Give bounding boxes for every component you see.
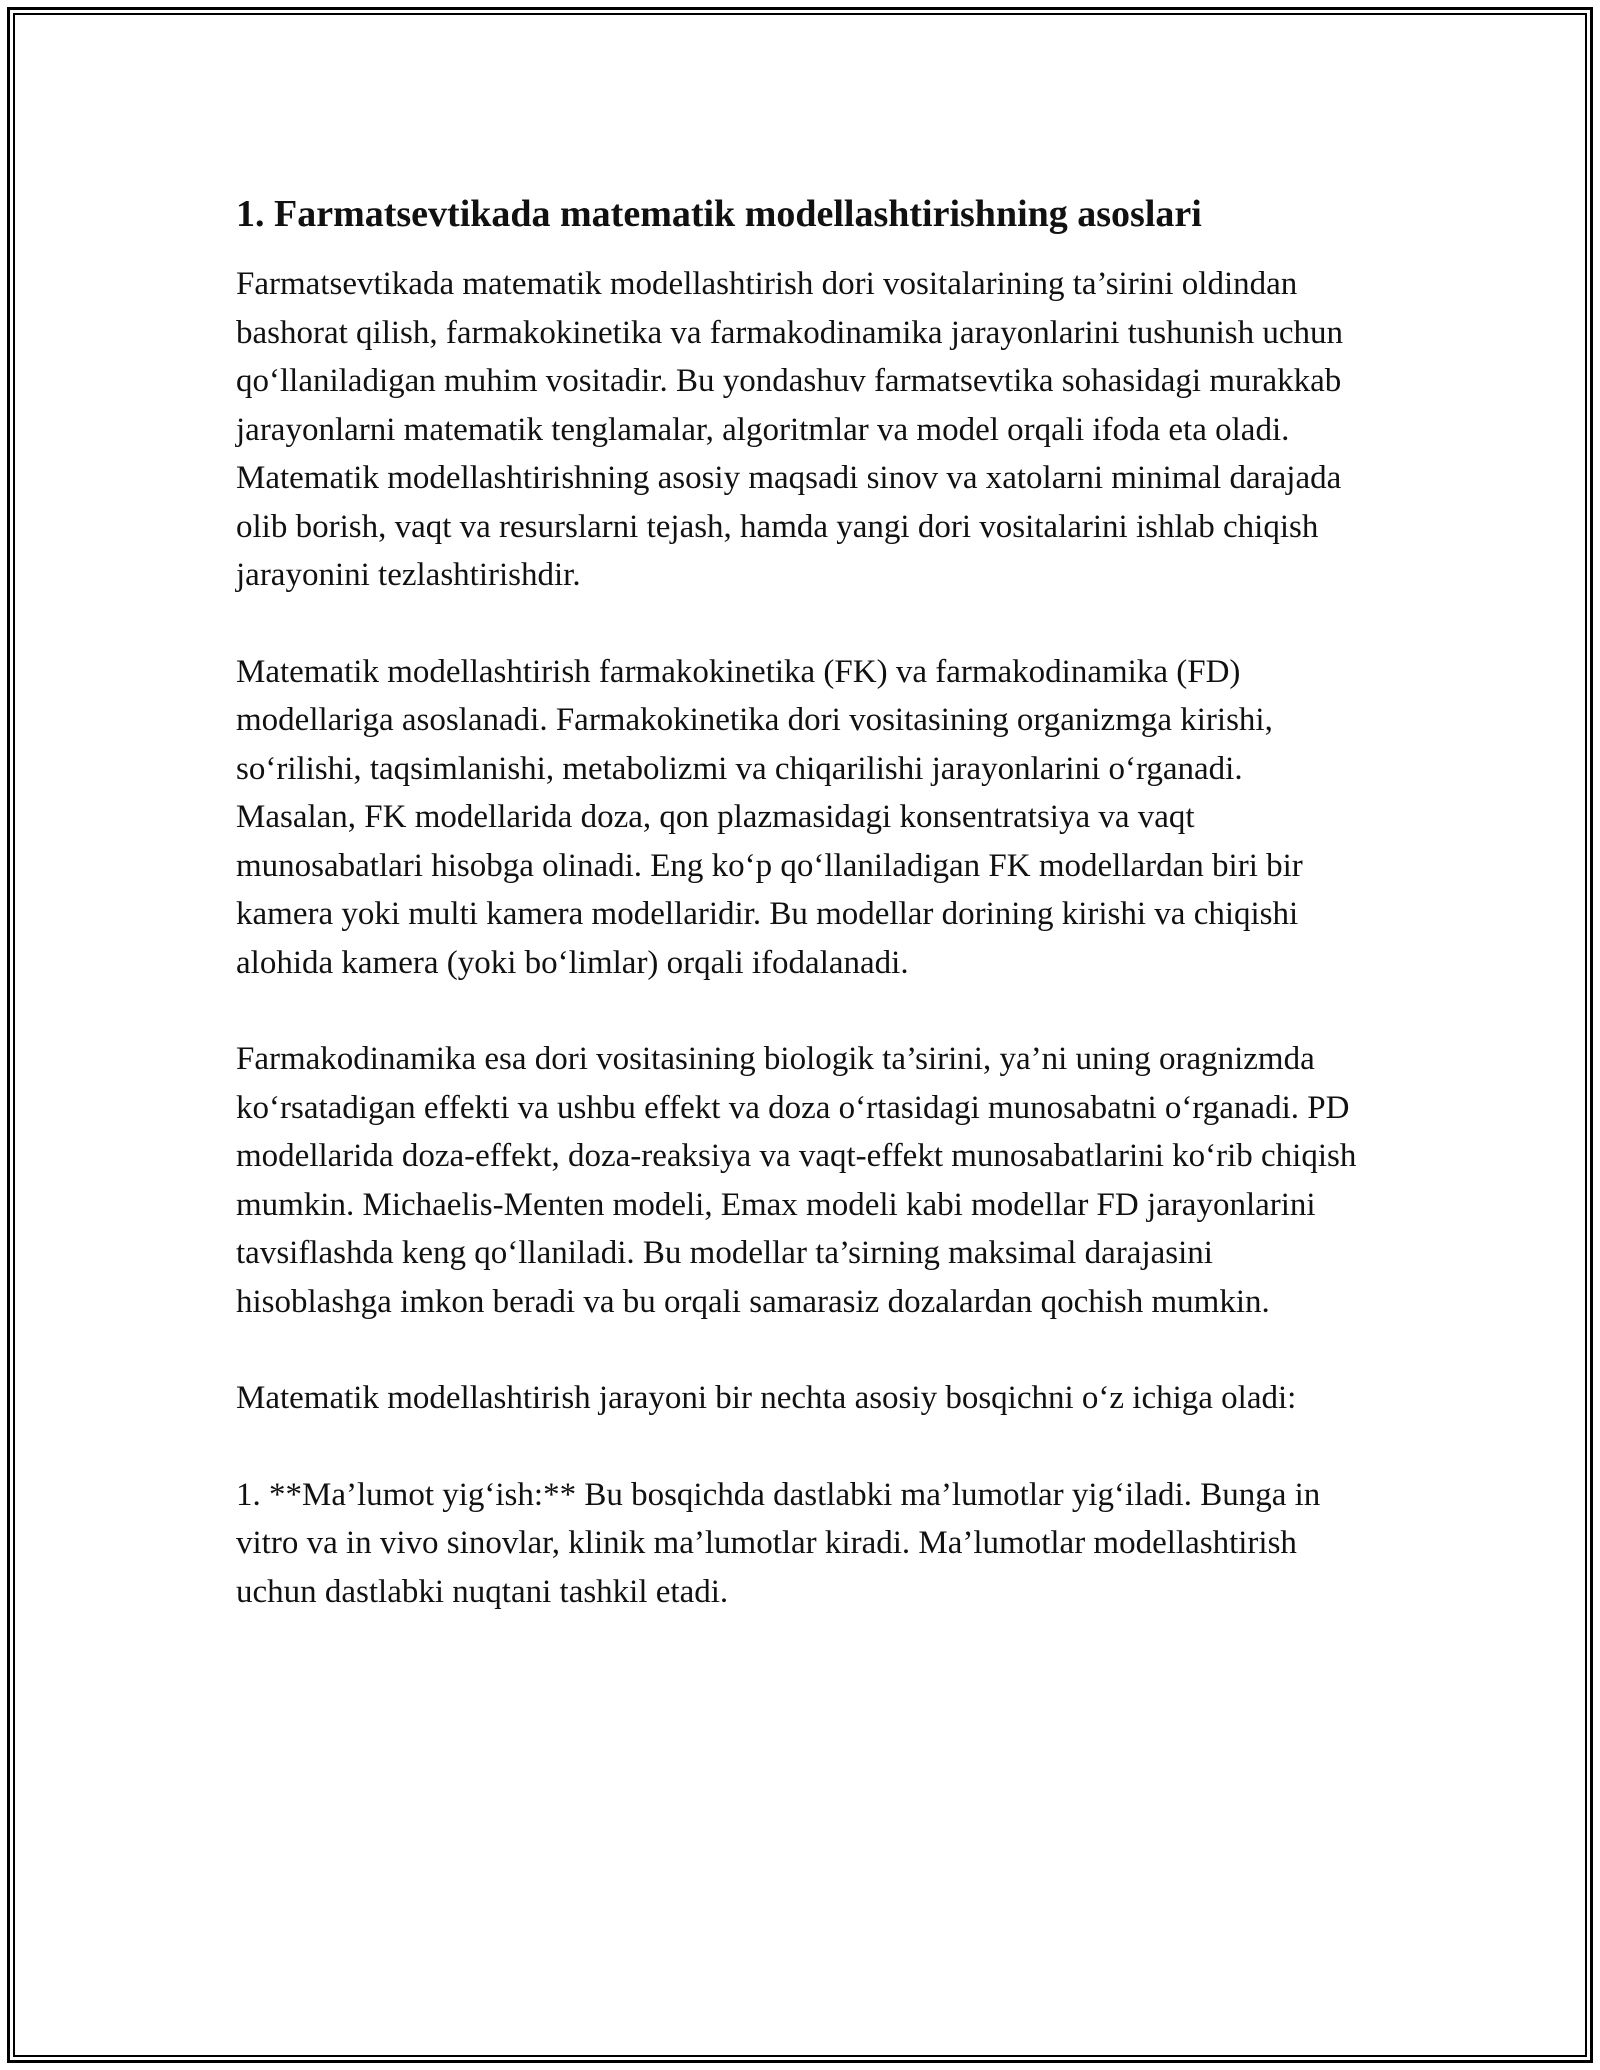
paragraph-pharmacodynamics: Farmakodinamika esa dori vositasining biologik ta’sirini, ya’ni uning oragnizmda ko‘rsatadigan effekti va ushbu effekt va doza o‘rtasidagi munosabatni o‘rganadi. PD modellarida doza-effekt, doza-reaksiya va vaqt-effekt munosabatlarini ko‘rib chiqish mumkin. Michaelis-Menten modeli, Emax modeli kabi modellar FD jarayonlarini tavsiflashda keng qo‘llaniladi. Bu modellar ta’sirning maksimal darajasini hisoblashga imkon beradi va bu orqali samarasiz dozalardan qochish mumkin. — [236, 1041, 1357, 1320]
paragraph-intro: Farmatsevtikada matematik modellashtirish dori vositalarining ta’sirini oldindan bashorat qilish, farmakokinetika va farmakodinamika jarayonlarini tushunish uchun qo‘llaniladigan muhim vositadir. Bu yondashuv farmatsevtika sohasidagi murakkab jarayonlarni matematik tenglamalar, algoritmlar va model orqali ifoda eta oladi. Matematik modellashtirishning asosiy maqsadi sinov va xatolarni minimal darajada olib borish, vaqt va resurslarni tejash, hamda yangi dori vositalarini ishlab chiqish jarayonini tezlashtirishdir. — [236, 266, 1344, 593]
document-body — [236, 188, 1366, 1664]
paragraph-pharmacokinetics: Matematik modellashtirish farmakokinetika (FK) va farmakodinamika (FD) modellariga asoslanadi. Farmakokinetika dori vositasining organizmga kirishi, so‘rilishi, taqsimlanishi, metabolizmi va chiqarilishi jarayonlarini o‘rganadi. Masalan, FK modellarida doza, qon plazmasidagi konsentratsiya va vaqt munosabatlari hisobga olinadi. Eng ko‘p qo‘llaniladigan FK modellardan biri bir kamera yoki multi kamera modellaridir. Bu modellar dorining kirishi va chiqishi alohida kamera (yoki bo‘limlar) orqali ifodalanadi. — [236, 653, 1303, 981]
paragraph-stage-1: 1. **Ma’lumot yig‘ish:** Bu bosqichda dastlabki ma’lumotlar yig‘iladi. Bunga in vitro va in vivo sinovlar, klinik ma’lumotlar kiradi. Ma’lumotlar modellashtirish uchun dastlabki nuqtani tashkil etadi. — [236, 1476, 1321, 1610]
paragraph-stages-intro: Matematik modellashtirish jarayoni bir nechta asosiy bosqichni o‘z ichiga oladi: — [236, 1380, 1297, 1416]
section-heading: 1. Farmatsevtikada matematik modellashtirishning asoslari — [236, 193, 1202, 235]
